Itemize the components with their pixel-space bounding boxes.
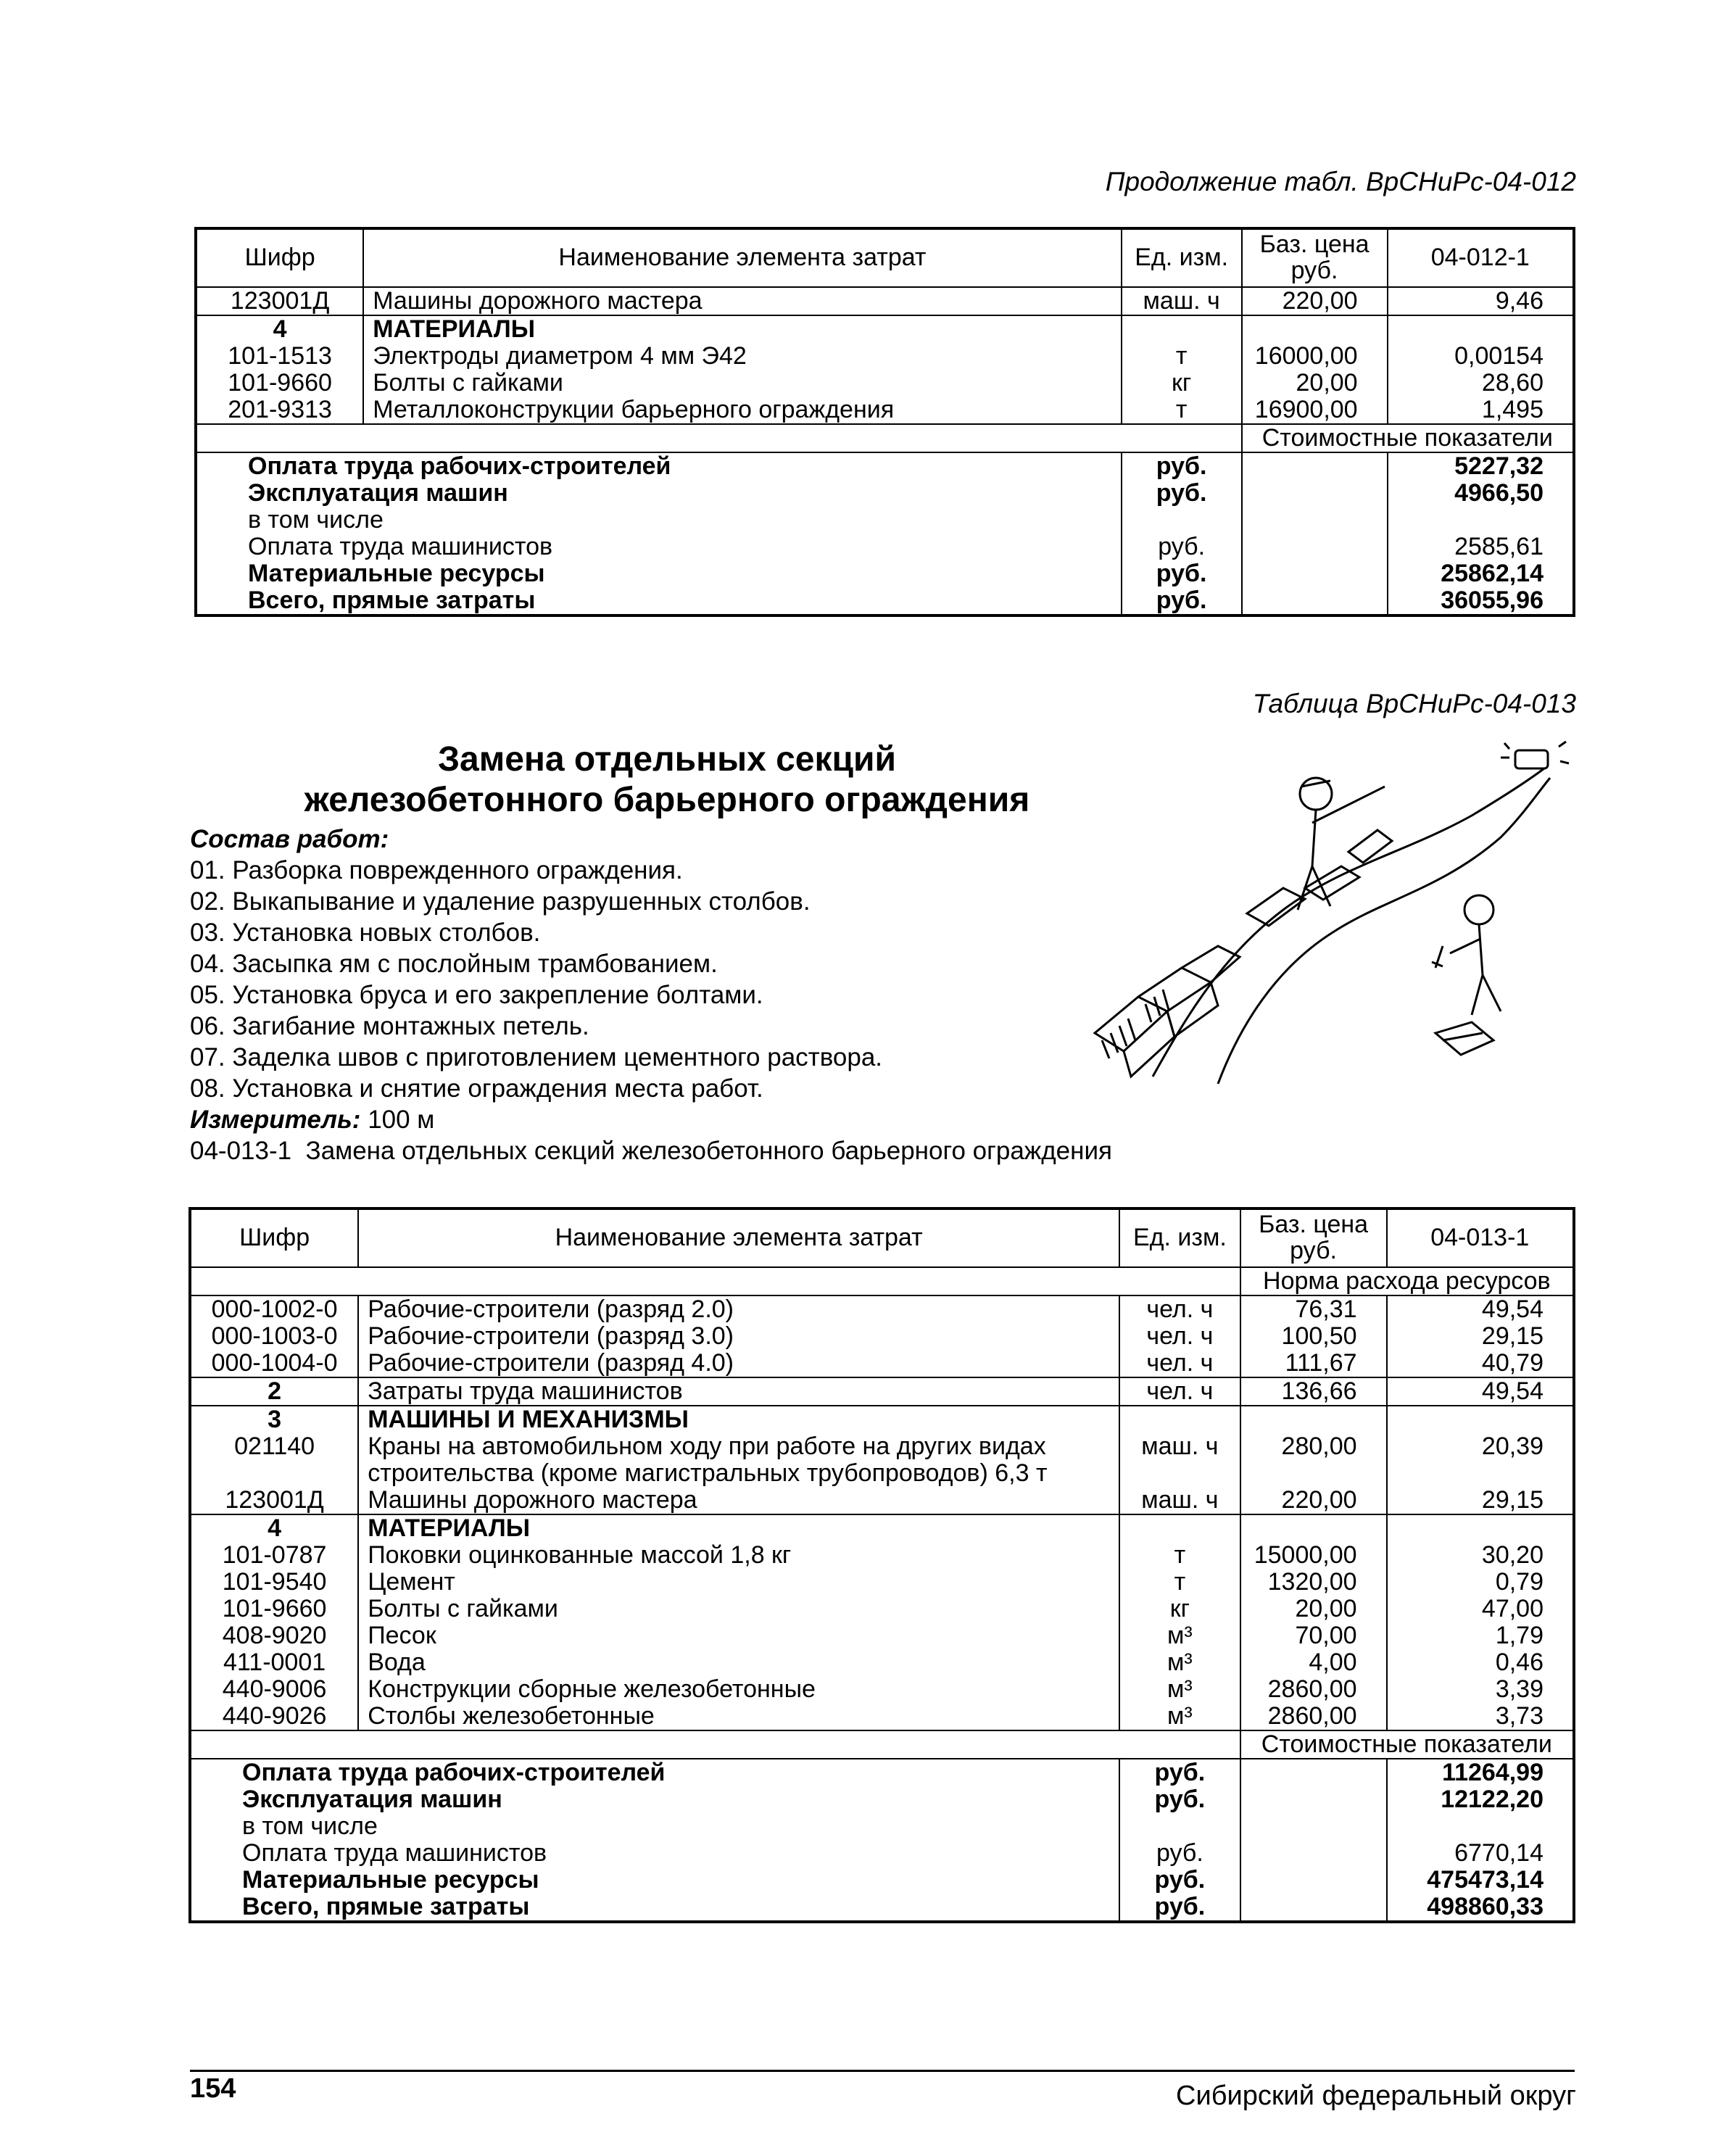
row-price: 100,50 [1240, 1323, 1387, 1350]
row-value: 49,54 [1387, 1377, 1574, 1406]
row-value: 49,54 [1387, 1295, 1574, 1323]
list-item: 06. Загибание монтажных петель. [190, 1012, 589, 1040]
summary-value [1388, 507, 1574, 534]
row-value: 29,15 [1481, 1322, 1544, 1350]
summary-unit: руб. [1122, 452, 1242, 480]
row-name: МАШИНЫ И МЕХАНИЗМЫ [358, 1406, 1119, 1433]
row-code: 101-9660 [196, 370, 363, 397]
row-name: строительства (кроме магистральных трубопроводов) 6,3 т [358, 1460, 1119, 1487]
summary-name: Оплата труда рабочих-строителей [190, 1759, 1119, 1786]
summary-unit: руб. [1122, 587, 1242, 615]
summary-unit: руб. [1122, 534, 1242, 560]
summary-value: 4966,50 [1454, 479, 1544, 507]
list-item: 03. Установка новых столбов. [190, 919, 541, 947]
cost-table-04-013 [188, 1207, 1575, 1923]
list-item: 07. Заделка швов с приготовлением цементного раствора. [190, 1043, 883, 1071]
row-unit: чел. ч [1119, 1295, 1240, 1323]
row-unit: чел. ч [1119, 1377, 1240, 1406]
header-name: Наименование элемента затрат [363, 228, 1121, 287]
row-price: 136,66 [1240, 1377, 1387, 1406]
row-value: 0,46 [1495, 1649, 1544, 1676]
summary-row [190, 1867, 1574, 1894]
row-unit [1119, 1460, 1240, 1487]
summary-row [196, 587, 1574, 615]
norm-line: 04-013-1 Замена отдельных секций железобетонного барьерного ограждения [190, 1137, 1112, 1165]
summary-row [196, 452, 1574, 480]
list-item: 08. Установка и снятие ограждения места работ. [190, 1074, 763, 1103]
row-price [1240, 1460, 1387, 1487]
barrier-repair-illustration [1066, 736, 1588, 1098]
summary-name: Материальные ресурсы [196, 560, 1122, 587]
row-name: Рабочие-строители (разряд 2.0) [358, 1295, 1119, 1323]
row-value: 29,15 [1481, 1486, 1544, 1514]
table-row [190, 1433, 1574, 1460]
row-name: Цемент [358, 1569, 1119, 1596]
header-price-line2: руб. [1290, 1237, 1337, 1264]
row-unit: м³ [1119, 1622, 1240, 1649]
footer-rule [190, 2070, 1575, 2072]
section-row [190, 1267, 1574, 1295]
row-code: 101-9540 [190, 1569, 358, 1596]
composition-title: Состав работ: [190, 825, 389, 853]
row-name: Болты с гайками [363, 370, 1121, 397]
row-unit: маш. ч [1119, 1487, 1240, 1514]
summary-name: Материальные ресурсы [190, 1867, 1119, 1894]
row-code: 440-9006 [190, 1676, 358, 1703]
summary-unit: руб. [1119, 1786, 1240, 1813]
summary-name: Эксплуатация машин [190, 1786, 1119, 1813]
row-value: 40,79 [1481, 1349, 1544, 1377]
row-value: 9,46 [1495, 287, 1544, 315]
header-price-line2: руб. [1290, 257, 1338, 284]
row-value [1387, 1406, 1574, 1433]
header-unit: Ед. изм. [1122, 228, 1242, 287]
row-value [1388, 315, 1574, 343]
summary-name: в том числе [190, 1813, 1119, 1840]
table-row [196, 397, 1574, 424]
row-code: 000-1002-0 [190, 1295, 358, 1323]
summary-row [196, 534, 1574, 560]
table-row [190, 1622, 1574, 1649]
row-value: 28,60 [1481, 369, 1544, 397]
row-price: 76,31 [1240, 1295, 1387, 1323]
header-price-line1: Баз. цена [1259, 231, 1370, 259]
header-name: Наименование элемента затрат [358, 1208, 1119, 1267]
section-heading [217, 739, 1116, 821]
summary-row [190, 1894, 1574, 1922]
row-code: 201-9313 [196, 397, 363, 424]
summary-name: Оплата труда машинистов [196, 534, 1122, 560]
row-price: 2860,00 [1240, 1703, 1387, 1730]
row-code: 4 [196, 315, 363, 343]
row-name: МАТЕРИАЛЫ [363, 315, 1121, 343]
summary-value: 36055,96 [1441, 586, 1544, 614]
row-name: Рабочие-строители (разряд 4.0) [358, 1350, 1119, 1377]
row-price: 280,00 [1240, 1433, 1387, 1460]
table-row [190, 1703, 1574, 1730]
table-row [190, 1569, 1574, 1596]
row-price: 220,00 [1242, 287, 1388, 315]
row-name: Болты с гайками [358, 1596, 1119, 1622]
row-price: 16900,00 [1242, 397, 1388, 424]
table-header-row [190, 1208, 1574, 1267]
header-code: Шифр [196, 228, 363, 287]
row-value: 47,00 [1481, 1595, 1544, 1622]
heading-line1: Замена отдельных секций [437, 740, 897, 779]
summary-row [190, 1840, 1574, 1867]
summary-value [1387, 1813, 1574, 1840]
summary-name: Всего, прямые затраты [196, 587, 1122, 615]
table-row [196, 343, 1574, 370]
meter-label: Измеритель: [190, 1106, 361, 1134]
row-unit: маш. ч [1119, 1433, 1240, 1460]
row-price: 20,00 [1242, 370, 1388, 397]
summary-unit: руб. [1122, 480, 1242, 507]
row-name: Электроды диаметром 4 мм Э42 [363, 343, 1121, 370]
meter-line [190, 1104, 1205, 1135]
table-row [190, 1596, 1574, 1622]
summary-row [190, 1759, 1574, 1786]
summary-row [196, 507, 1574, 534]
row-code: 123001Д [190, 1487, 358, 1514]
summary-unit: руб. [1119, 1867, 1240, 1894]
row-price: 1320,00 [1240, 1569, 1387, 1596]
summary-name: в том числе [196, 507, 1122, 534]
row-name: Поковки оцинкованные массой 1,8 кг [358, 1542, 1119, 1569]
row-price: 15000,00 [1240, 1542, 1387, 1569]
row-code [190, 1460, 358, 1487]
meter-value: 100 м [368, 1106, 435, 1134]
table-row [190, 1676, 1574, 1703]
row-unit: м³ [1119, 1676, 1240, 1703]
table-row [190, 1460, 1574, 1487]
row-name: Металлоконструкции барьерного ограждения [363, 397, 1121, 424]
summary-row [190, 1813, 1574, 1840]
cost-table-04-012 [194, 227, 1575, 617]
header-price-line1: Баз. цена [1259, 1211, 1369, 1239]
row-code: 101-0787 [190, 1542, 358, 1569]
table-row [196, 370, 1574, 397]
row-price: 220,00 [1240, 1487, 1387, 1514]
summary-value: 11264,99 [1387, 1759, 1574, 1786]
summary-value: 2585,61 [1454, 533, 1544, 560]
row-name: Конструкции сборные железобетонные [358, 1676, 1119, 1703]
work-composition [190, 824, 1205, 1166]
row-price: 4,00 [1240, 1649, 1387, 1676]
row-value: 1,79 [1495, 1622, 1544, 1649]
row-name: МАТЕРИАЛЫ [358, 1514, 1119, 1542]
summary-value: 25862,14 [1441, 560, 1544, 587]
list-item: 01. Разборка поврежденного ограждения. [190, 856, 683, 884]
section-label: Стоимостные показатели [1240, 1730, 1574, 1759]
row-unit: кг [1119, 1596, 1240, 1622]
row-code: 021140 [190, 1433, 358, 1460]
section-label: Стоимостные показатели [1242, 424, 1574, 452]
row-unit: маш. ч [1122, 287, 1242, 315]
row-unit [1119, 1514, 1240, 1542]
summary-unit: руб. [1119, 1759, 1240, 1786]
row-unit: т [1119, 1542, 1240, 1569]
header-unit: Ед. изм. [1119, 1208, 1240, 1267]
table-row [190, 1542, 1574, 1569]
row-unit: чел. ч [1119, 1350, 1240, 1377]
row-value: 20,39 [1481, 1433, 1544, 1460]
row-name: Столбы железобетонные [358, 1703, 1119, 1730]
row-name: Машины дорожного мастера [363, 287, 1121, 315]
header-norm-code: 04-012-1 [1388, 228, 1574, 287]
row-value: 30,20 [1481, 1541, 1544, 1569]
heading-line2: железобетонного барьерного ограждения [304, 781, 1030, 819]
summary-unit [1122, 507, 1242, 534]
summary-name: Эксплуатация машин [196, 480, 1122, 507]
row-value: 3,39 [1495, 1675, 1544, 1703]
row-unit: чел. ч [1119, 1323, 1240, 1350]
row-price [1240, 1406, 1387, 1433]
row-name: Песок [358, 1622, 1119, 1649]
summary-unit: руб. [1119, 1840, 1240, 1867]
row-code: 3 [190, 1406, 358, 1433]
row-code: 000-1003-0 [190, 1323, 358, 1350]
table-row [196, 315, 1574, 343]
summary-value: 498860,33 [1427, 1893, 1544, 1920]
footer-region: Сибирский федеральный округ [1176, 2081, 1576, 2111]
row-unit [1122, 315, 1242, 343]
header-price [1242, 228, 1388, 287]
row-price: 111,67 [1240, 1350, 1387, 1377]
table-header-row [196, 228, 1574, 287]
table-caption: Таблица ВрСНиРс-04-013 [1252, 689, 1576, 718]
table-row [190, 1295, 1574, 1323]
list-item: 04. Засыпка ям с послойным трамбованием. [190, 950, 718, 978]
row-code: 000-1004-0 [190, 1350, 358, 1377]
summary-value: 12122,20 [1441, 1786, 1544, 1813]
page-number: 154 [190, 2073, 236, 2104]
row-name: Затраты труда машинистов [358, 1377, 1119, 1406]
header-price [1240, 1208, 1387, 1267]
row-unit: т [1119, 1569, 1240, 1596]
summary-unit [1119, 1813, 1240, 1840]
row-unit: т [1122, 397, 1242, 424]
summary-value: 5227,32 [1388, 452, 1574, 480]
table-row [190, 1514, 1574, 1542]
header-code: Шифр [190, 1208, 358, 1267]
row-unit: т [1122, 343, 1242, 370]
row-unit: кг [1122, 370, 1242, 397]
row-price: 20,00 [1240, 1596, 1387, 1622]
table-row [190, 1406, 1574, 1433]
row-code: 411-0001 [190, 1649, 358, 1676]
table-row [190, 1377, 1574, 1406]
table-row [190, 1350, 1574, 1377]
row-price: 70,00 [1240, 1622, 1387, 1649]
list-item: 05. Установка бруса и его закрепление болтами. [190, 981, 763, 1009]
row-code: 408-9020 [190, 1622, 358, 1649]
table-row [196, 287, 1574, 315]
row-code: 123001Д [196, 287, 363, 315]
summary-name: Всего, прямые затраты [190, 1894, 1119, 1922]
header-norm-code: 04-013-1 [1387, 1208, 1574, 1267]
row-price [1240, 1514, 1387, 1542]
table-row [190, 1649, 1574, 1676]
row-price [1242, 315, 1388, 343]
summary-value: 475473,14 [1427, 1866, 1544, 1894]
continuation-caption: Продолжение табл. ВрСНиРс-04-012 [1105, 167, 1576, 196]
row-code: 4 [190, 1514, 358, 1542]
row-value: 3,73 [1495, 1702, 1544, 1730]
summary-unit: руб. [1122, 560, 1242, 587]
table-row [190, 1487, 1574, 1514]
summary-row [190, 1786, 1574, 1813]
row-code: 101-9660 [190, 1596, 358, 1622]
row-name: Краны на автомобильном ходу при работе на других видах [358, 1433, 1119, 1460]
section-row [196, 424, 1574, 452]
table-row [190, 1323, 1574, 1350]
row-value: 0,79 [1495, 1568, 1544, 1596]
row-unit: м³ [1119, 1649, 1240, 1676]
list-item: 02. Выкапывание и удаление разрушенных столбов. [190, 887, 811, 916]
summary-value: 6770,14 [1454, 1839, 1544, 1867]
summary-name: Оплата труда машинистов [190, 1840, 1119, 1867]
row-unit [1119, 1406, 1240, 1433]
row-value [1387, 1514, 1574, 1542]
row-unit: м³ [1119, 1703, 1240, 1730]
row-code: 440-9026 [190, 1703, 358, 1730]
summary-unit: руб. [1119, 1894, 1240, 1922]
norm-label: Норма расхода ресурсов [1263, 1267, 1551, 1295]
row-value: 0,00154 [1454, 342, 1544, 370]
summary-row [196, 480, 1574, 507]
section-row [190, 1730, 1574, 1759]
row-price: 16000,00 [1242, 343, 1388, 370]
row-name: Вода [358, 1649, 1119, 1676]
summary-row [196, 560, 1574, 587]
summary-name: Оплата труда рабочих-строителей [196, 452, 1122, 480]
row-code: 2 [190, 1377, 358, 1406]
row-price: 2860,00 [1240, 1676, 1387, 1703]
row-name: Рабочие-строители (разряд 3.0) [358, 1323, 1119, 1350]
row-value: 1,495 [1481, 396, 1544, 423]
row-code: 101-1513 [196, 343, 363, 370]
row-name: Машины дорожного мастера [358, 1487, 1119, 1514]
row-value [1387, 1460, 1574, 1487]
